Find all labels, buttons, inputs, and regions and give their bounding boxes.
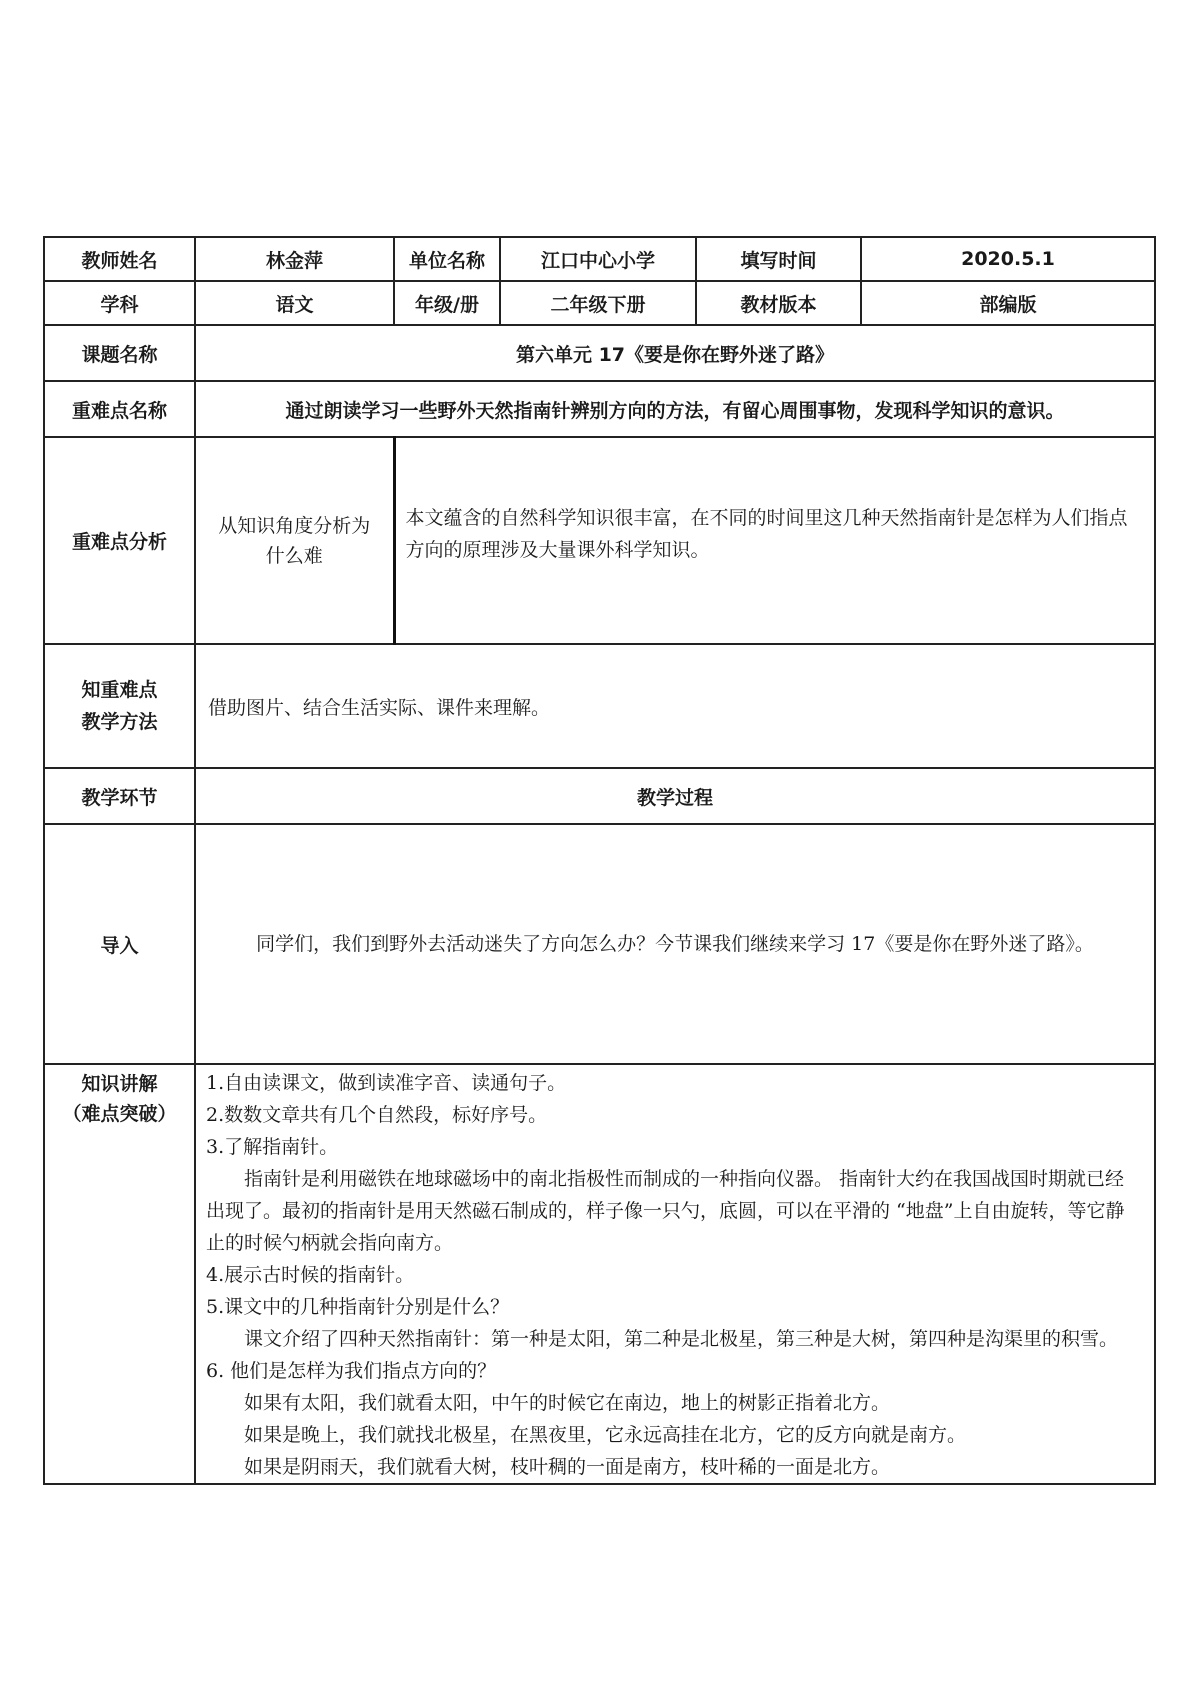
subject-value: 语文	[195, 281, 394, 325]
key-point-value: 通过朗读学习一些野外天然指南针辨别方向的方法，有留心周围事物，发现科学知识的意识。	[195, 381, 1155, 437]
method-label	[44, 644, 195, 768]
knowledge-content	[195, 1064, 1155, 1484]
teacher-name-label: 教师姓名	[44, 237, 195, 281]
knowledge-label	[44, 1064, 195, 1484]
analysis-row	[44, 437, 1155, 644]
key-point-row	[44, 381, 1155, 437]
unit-name-label: 单位名称	[394, 237, 500, 281]
fill-date-label: 填写时间	[696, 237, 861, 281]
knowledge-step-4: 4.展示古时候的指南针。	[206, 1264, 415, 1286]
four-compasses-answer: 课文介绍了四种天然指南针：第一种是太阳，第二种是北极星，第三种是大树，第四种是沟渠里的积雪。	[244, 1328, 1119, 1350]
method-row	[44, 644, 1155, 768]
lesson-plan-sheet	[43, 236, 1154, 1485]
fill-date-value: 2020.5.1	[861, 237, 1155, 281]
analysis-label: 重难点分析	[44, 437, 195, 644]
subject-label: 学科	[44, 281, 195, 325]
header-row-2	[44, 281, 1155, 325]
topic-label: 课题名称	[44, 325, 195, 381]
knowledge-step-2: 2.数数文章共有几个自然段，标好序号。	[206, 1104, 548, 1126]
knowledge-step-3: 3.了解指南针。	[206, 1136, 339, 1158]
teaching-stage-header: 教学环节	[44, 768, 195, 824]
tree-direction-text: 如果是阴雨天，我们就看大树，枝叶稠的一面是南方，枝叶稀的一面是北方。	[244, 1456, 891, 1478]
sun-direction-text: 如果有太阳，我们就看太阳，中午的时候它在南边，地上的树影正指着北方。	[244, 1392, 891, 1414]
unit-name-value: 江口中心小学	[500, 237, 696, 281]
knowledge-step-1: 1.自由读课文，做到读准字音、读通句子。	[206, 1072, 567, 1094]
edition-label: 教材版本	[696, 281, 861, 325]
intro-text: 同学们，我们到野外去活动迷失了方向怎么办？今节课我们继续来学习 17《要是你在野外迷了路》。	[195, 824, 1155, 1064]
edition-value: 部编版	[861, 281, 1155, 325]
method-label-line-2: 教学方法	[81, 711, 158, 733]
intro-label: 导入	[44, 824, 195, 1064]
topic-value: 第六单元 17《要是你在野外迷了路》	[195, 325, 1155, 381]
header-row-1	[44, 237, 1155, 281]
analysis-sub-label: 从知识角度分析为什么难	[195, 437, 394, 644]
grade-value: 二年级下册	[500, 281, 696, 325]
intro-row	[44, 824, 1155, 1064]
method-label-line-1: 知重难点	[81, 679, 158, 701]
topic-row	[44, 325, 1155, 381]
compass-explanation: 指南针是利用磁铁在地球磁场中的南北指极性而制成的一种指向仪器。 指南针大约在我国战国时期就已经出现了。最初的指南针是用天然磁石制成的，样子像一只勺，底圆，可以在平滑的 “地盘”上自由旋转，等它静止的时候勺柄就会指向南方。	[206, 1168, 1125, 1254]
teaching-process-header: 教学过程	[195, 768, 1155, 824]
lesson-plan-table	[43, 236, 1156, 1485]
north-star-direction-text: 如果是晚上，我们就找北极星，在黑夜里，它永远高挂在北方，它的反方向就是南方。	[244, 1424, 967, 1446]
knowledge-row	[44, 1064, 1155, 1484]
teacher-name-value: 林金萍	[195, 237, 394, 281]
method-text: 借助图片、结合生活实际、课件来理解。	[195, 644, 1155, 768]
key-point-label: 重难点名称	[44, 381, 195, 437]
knowledge-step-6: 6. 他们是怎样为我们指点方向的？	[206, 1360, 497, 1382]
knowledge-label-line-2: （难点突破）	[62, 1103, 177, 1125]
analysis-text: 本文蕴含的自然科学知识很丰富，在不同的时间里这几种天然指南针是怎样为人们指点方向的原理涉及大量课外科学知识。	[394, 437, 1155, 644]
knowledge-step-5: 5.课文中的几种指南针分别是什么？	[206, 1296, 510, 1318]
grade-label: 年级/册	[394, 281, 500, 325]
knowledge-label-line-1: 知识讲解	[81, 1073, 158, 1095]
process-header-row	[44, 768, 1155, 824]
